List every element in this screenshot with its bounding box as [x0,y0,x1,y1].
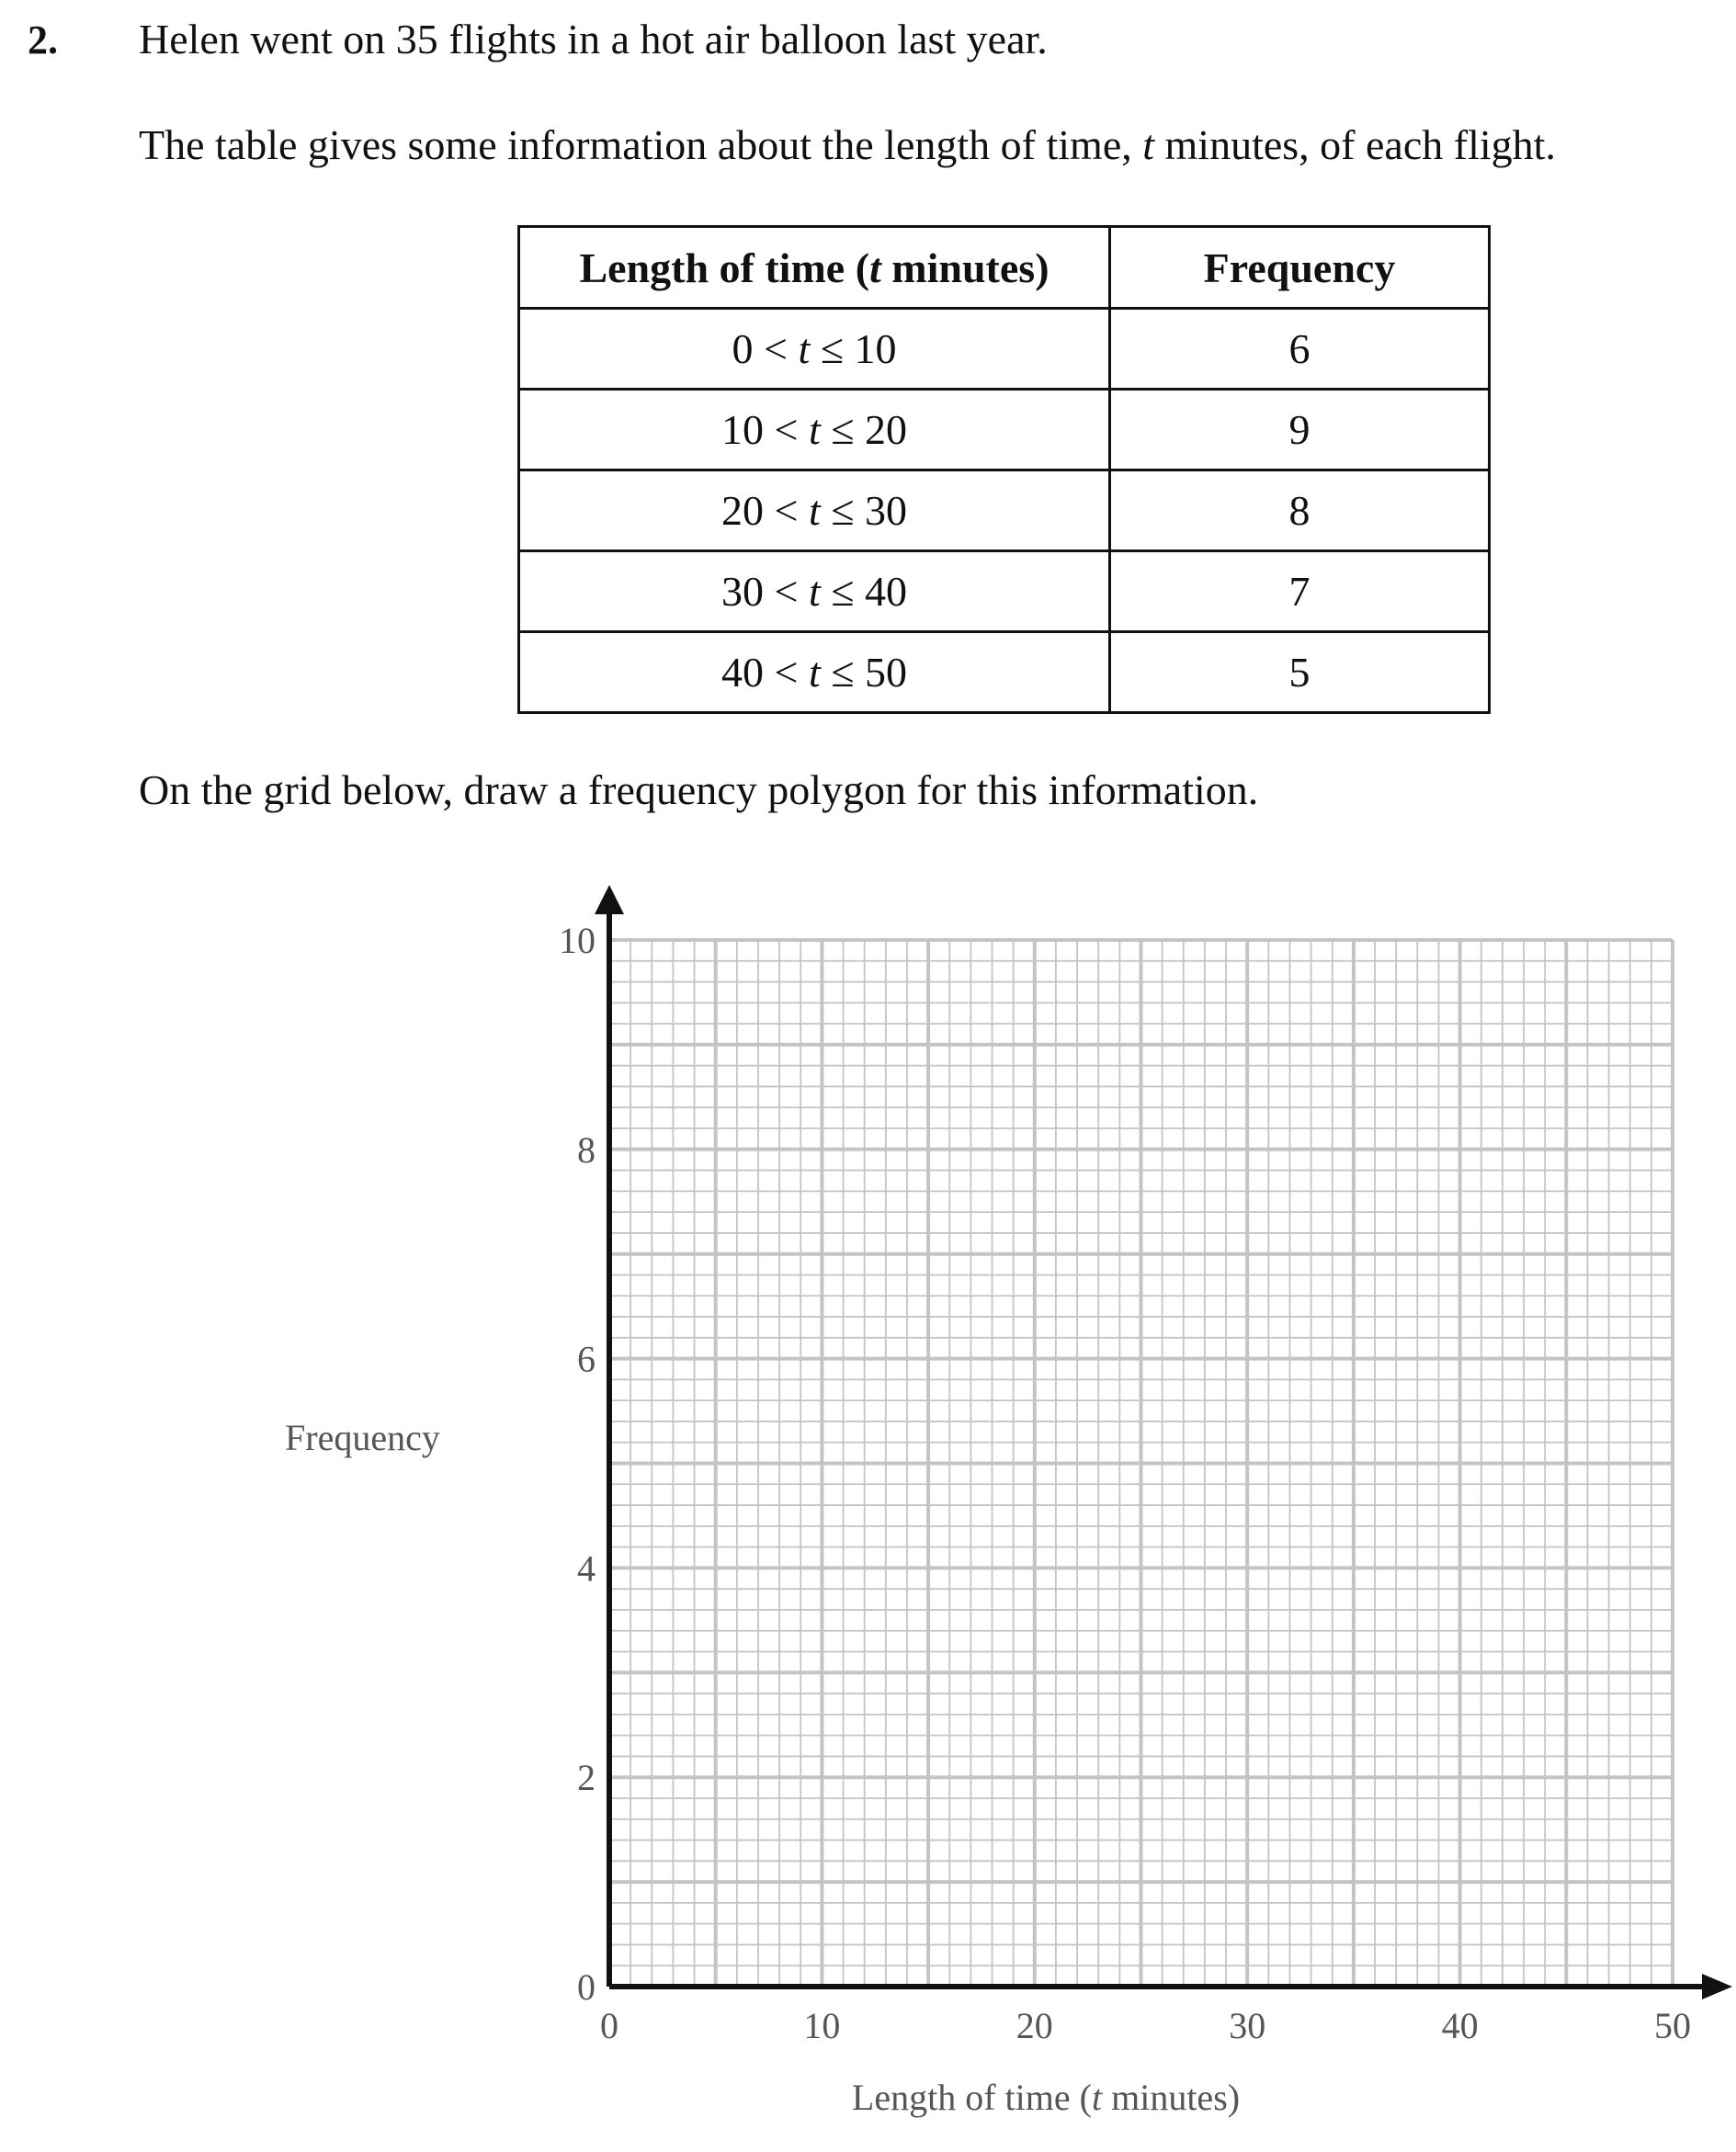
y-tick-label: 4 [577,1547,596,1590]
interval-var: t [808,487,821,534]
header-time-var: t [869,244,881,291]
time-interval-cell: 40 < t ≤ 50 [519,632,1110,713]
x-axis-label-text: Length of time ( [851,2077,1092,2118]
y-tick-label: 8 [577,1128,596,1171]
x-axis-label [852,2077,1240,2118]
interval-upper: 50 [864,649,907,696]
interval-lower: 0 [732,325,754,372]
y-tick-label: 2 [577,1757,596,1799]
axis-labels [285,920,1691,2118]
question-intro: Helen went on 35 flights in a hot air balloon last year. [139,16,1048,62]
interval-var: t [808,649,821,696]
y-tick-label: 10 [559,920,596,961]
interval-upper: 40 [864,568,907,615]
interval-upper: 20 [864,406,907,453]
time-interval-cell: 0 < t ≤ 10 [519,309,1110,390]
question-instruction: On the grid below, draw a frequency polygon for this information. [139,766,1259,813]
frequency-cell: 5 [1110,632,1490,713]
variable-t: t [1142,121,1155,168]
description-text-start: The table gives some information about the length of time, [139,121,1143,168]
header-time-unit: minutes) [880,244,1050,291]
time-interval-cell: 20 < t ≤ 30 [519,470,1110,551]
interval-lower: 10 [721,406,764,453]
question-number: 2. [28,17,58,62]
interval-lower: 20 [721,487,764,534]
y-axis-arrow-icon [595,885,624,914]
interval-var: t [808,568,821,615]
header-frequency: Frequency [1110,227,1490,309]
x-tick-label: 50 [1654,2005,1691,2046]
frequency-cell: 9 [1110,390,1490,470]
time-interval-cell: 10 < t ≤ 20 [519,390,1110,470]
x-axis-arrow-icon [1702,1974,1732,1999]
y-tick-label: 0 [577,1966,596,2008]
x-tick-label: 0 [600,2005,618,2046]
description-text-end: minutes, of each flight. [1154,121,1556,168]
x-axis-label-unit: minutes) [1102,2077,1241,2118]
frequency-cell: 7 [1110,551,1490,632]
x-tick-label: 10 [803,2005,841,2046]
interval-upper: 30 [864,487,907,534]
x-tick-label: 40 [1441,2005,1479,2046]
interval-lower: 30 [721,568,764,615]
x-tick-label: 20 [1016,2005,1053,2046]
frequency-cell: 6 [1110,309,1490,390]
y-tick-label: 6 [577,1338,596,1380]
interval-lower: 40 [721,649,764,696]
interval-var: t [798,325,811,372]
x-axis-label-var: t [1091,2077,1103,2118]
frequency-cell: 8 [1110,470,1490,551]
y-axis-label: Frequency [285,1417,440,1458]
time-interval-cell: 30 < t ≤ 40 [519,551,1110,632]
header-time-text: Length of time ( [579,244,870,291]
grid-lines [609,940,1673,1987]
interval-var: t [808,406,821,453]
x-tick-label: 30 [1229,2005,1266,2046]
interval-upper: 10 [854,325,897,372]
